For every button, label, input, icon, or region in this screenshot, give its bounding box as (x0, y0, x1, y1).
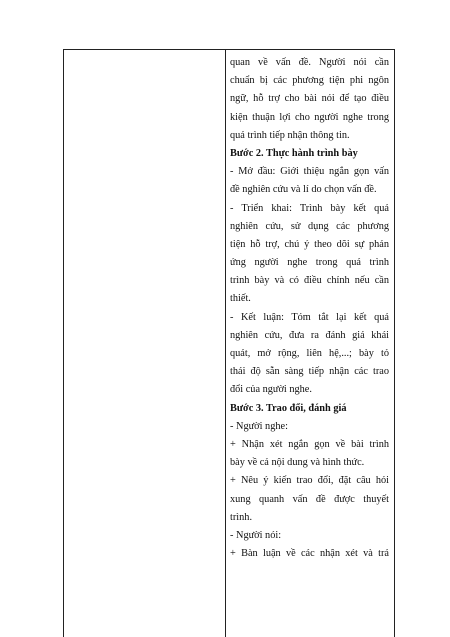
left-table-cell (64, 50, 225, 637)
text-line: trình. (230, 511, 253, 523)
text-line: - Người nghe: (230, 420, 288, 432)
text-line: trình bày và có điều chỉnh nếu cần (230, 275, 389, 287)
step-heading: Bước 3. Trao đổi, đánh giá (230, 402, 347, 414)
text-line: nghiên cứu, sử dụng các phương (230, 220, 389, 232)
text-line: quát, mở rộng, liên hệ,...; bày tỏ (230, 348, 389, 359)
text-line: xung quanh vấn đề được thuyết (230, 493, 389, 505)
text-line: + Nêu ý kiến trao đổi, đặt câu hỏi (230, 475, 389, 487)
text-line: tiện hỗ trợ, chú ý theo dõi sự phản (230, 238, 389, 250)
text-line: bày về cả nội dung và hình thức. (230, 457, 365, 469)
column-divider (225, 50, 226, 637)
text-line: thiết. (230, 293, 251, 305)
text-line: nghiên cứu, đưa ra đánh giá khái (230, 329, 389, 341)
content-table (63, 49, 395, 637)
right-table-cell (230, 54, 389, 563)
text-line: - Người nói: (230, 529, 282, 541)
step-heading: Bước 2. Thực hành trình bày (230, 147, 358, 159)
text-line: đề nghiên cứu và lí do chọn vấn đề. (230, 184, 377, 196)
text-line: chuẩn bị các phương tiện phi ngôn (230, 75, 389, 87)
text-line: ứng người nghe trong quá trình (230, 257, 389, 269)
text-line: + Nhận xét ngắn gọn về bài trình (230, 438, 389, 450)
text-line: đổi của người nghe. (230, 384, 312, 396)
text-line: - Mở đầu: Giới thiệu ngắn gọn vấn (230, 166, 389, 178)
text-line: ngữ, hỗ trợ cho bài nói để tạo điều (230, 93, 389, 105)
text-line: thái độ sẵn sàng tiếp nhận các trao (230, 366, 389, 378)
text-line: - Triển khai: Trình bày kết quả (230, 202, 389, 214)
text-line: + Bàn luận về các nhận xét và trả (230, 548, 389, 560)
text-line: quá trình tiếp nhận thông tin. (230, 129, 350, 141)
text-line: - Kết luận: Tóm tắt lại kết quả (230, 311, 389, 323)
text-line: kiện thuận lợi cho người nghe trong (230, 111, 389, 123)
text-line: quan về vấn đề. Người nói cần (230, 57, 389, 68)
